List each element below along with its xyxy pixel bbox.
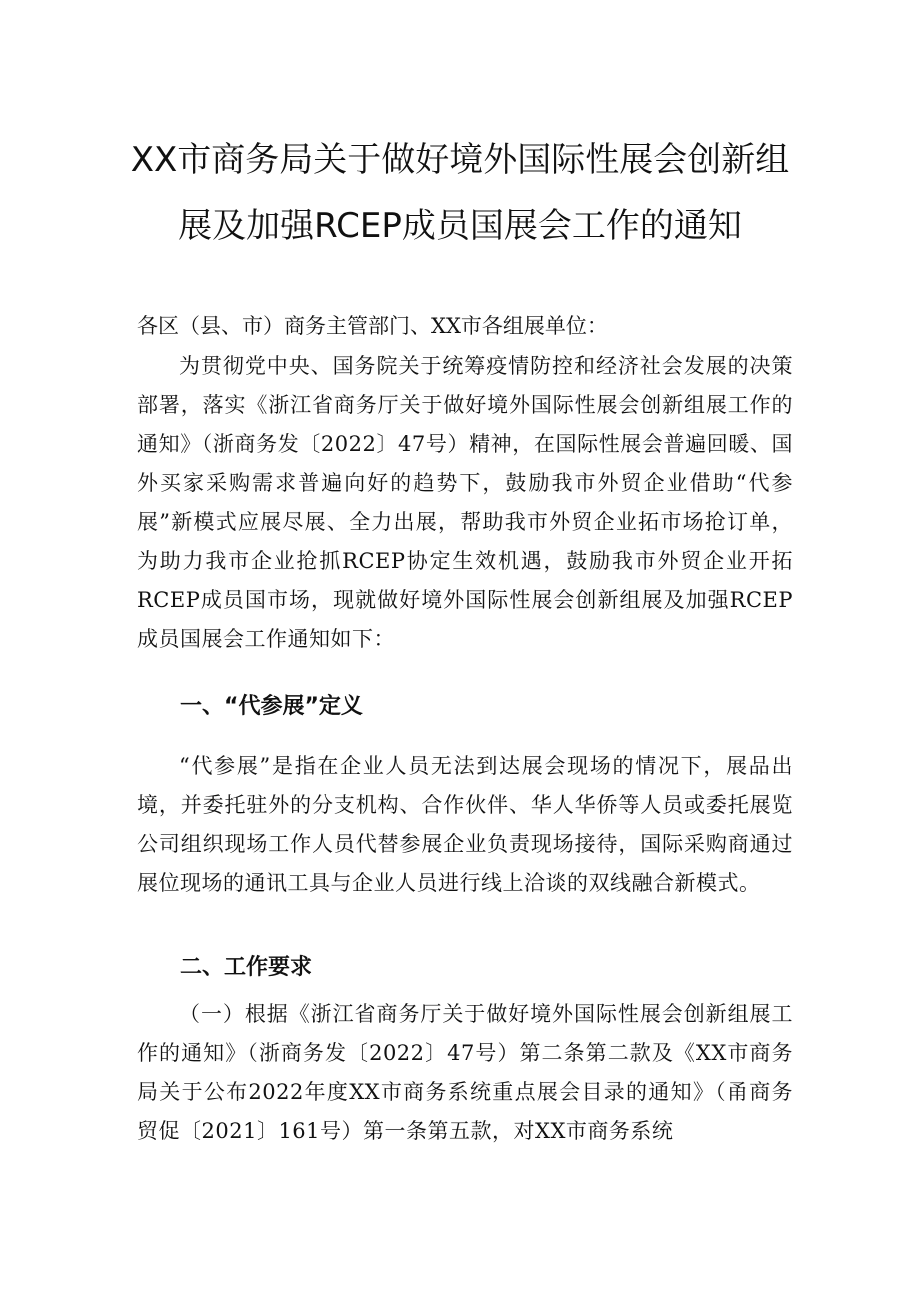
salutation: 各区（县、市）商务主管部门、XX市各组展单位： [137, 314, 608, 338]
definition-paragraph: “代参展”是指在企业人员无法到达展会现场的情况下，展品出境，并委托驻外的分支机构、合作伙伴、华人华侨等人员或委托展览公司组织现场工作人员代替参展企业负责现场接待，国际采购商通过展位现场的通讯工具与企业人员进行线上洽谈的双线融合新模式。 [137, 754, 793, 895]
requirements-paragraph: （一）根据《浙江省商务厅关于做好境外国际性展会创新组展工作的通知》（浙商务发〔2022〕47号）第二条第二款及《XX市商务局关于公布2022年度XX市商务系统重点展会目录的通知》（甬商务贸促〔2021〕161号）第一条第五款，对XX市商务系统 [137, 1002, 793, 1143]
section-heading-requirements: 二、工作要求 [180, 955, 313, 980]
intro-paragraph: 为贯彻党中央、国务院关于统筹疫情防控和经济社会发展的决策部署，落实《浙江省商务厅关于做好境外国际性展会创新组展工作的通知》（浙商务发〔2022〕47号）精神，在国际性展会普遍回暖、国外买家采购需求普遍向好的趋势下，鼓励我市外贸企业借助“代参展”新模式应展尽展、全力出展，帮助我市外贸企业拓市场抢订单，为助力我市企业抢抓RCEP协定生效机遇，鼓励我市外贸企业开拓RCEP成员国市场，现就做好境外国际性展会创新组展及加强RCEP成员国展会工作通知如下： [137, 354, 793, 651]
document-title-line-2: 展及加强RCEP成员国展会工作的通知 [178, 206, 742, 246]
document-title-line-1: XX市商务局关于做好境外国际性展会创新组 [130, 140, 790, 180]
section-heading-definition: 一、“代参展”定义 [180, 694, 363, 719]
